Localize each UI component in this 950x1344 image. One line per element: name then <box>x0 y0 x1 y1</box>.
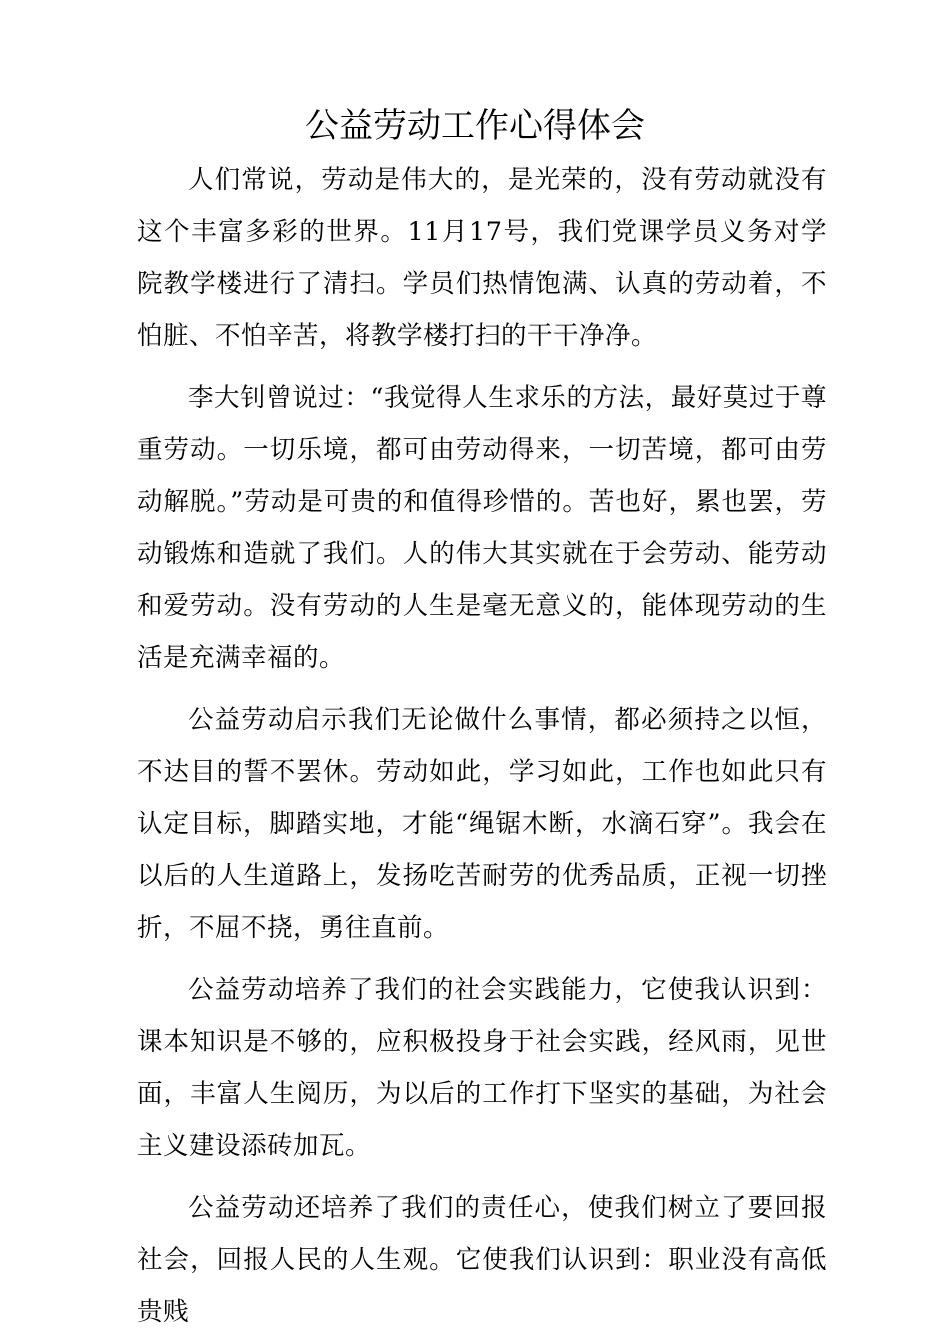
document-title: 公益劳动工作心得体会 <box>305 106 645 146</box>
paragraph-3: 公益劳动启示我们无论做什么事情，都必须持之以恒，不达目的誓不罢休。劳动如此，学习如此，工作也如此只有认定目标，脚踏实地，才能“绳锯木断，水滴石穿”。我会在以后的人生道路上，发扬吃苦耐劳的优秀品质，正视一切挫折，不屈不挠，勇往直前。 <box>137 705 827 943</box>
paragraph-4: 公益劳动培养了我们的社会实践能力，它使我认识到：课本知识是不够的，应积极投身于社会实践，经风雨，见世面，丰富人生阅历，为以后的工作打下坚实的基础，为社会主义建设添砖加瓦。 <box>137 975 827 1161</box>
paragraph-5: 公益劳动还培养了我们的责任心，使我们树立了要回报社会，回报人民的人生观。它使我们认识到：职业没有高低贵贱 <box>137 1193 827 1327</box>
paragraph-2: 李大钊曾说过：“我觉得人生求乐的方法，最好莫过于尊重劳动。一切乐境，都可由劳动得来，一切苦境，都可由劳动解脱。”劳动是可贵的和值得珍惜的。苦也好，累也罢，劳动锻炼和造就了我们。人的伟大其实就在于会劳动、能劳动和爱劳动。没有劳动的人生是毫无意义的，能体现劳动的生活是充满幸福的。 <box>137 383 827 673</box>
paragraph-1: 人们常说，劳动是伟大的，是光荣的，没有劳动就没有这个丰富多彩的世界。11月17号，我们党课学员义务对学院教学楼进行了清扫。学员们热情饱满、认真的劳动着，不怕脏、不怕辛苦，将教学楼打扫的干干净净。 <box>137 165 827 351</box>
document-body <box>137 154 827 1338</box>
